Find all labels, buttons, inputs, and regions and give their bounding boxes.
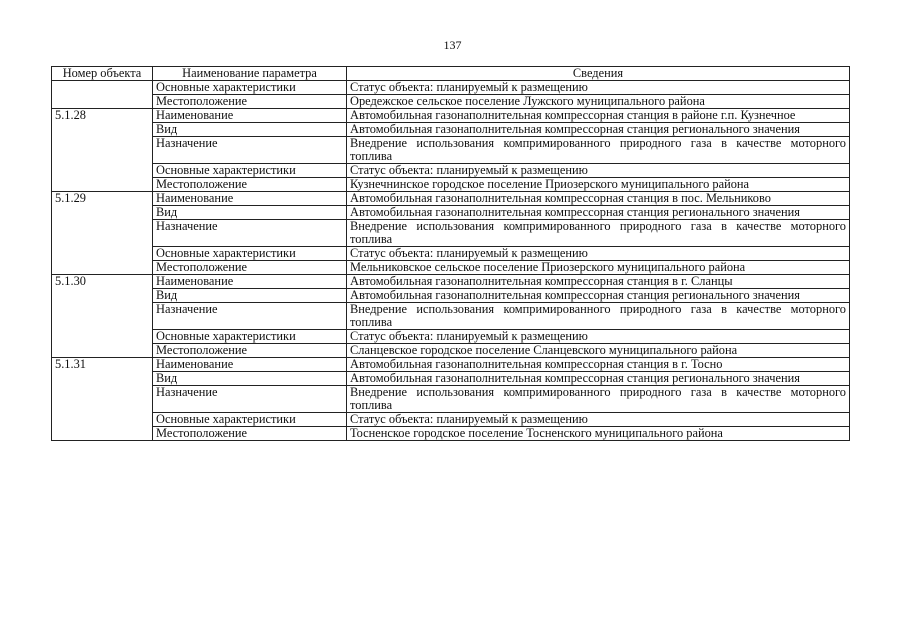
parameter-name: Местоположение [153, 261, 347, 275]
header-object-number: Номер объекта [52, 67, 153, 81]
parameter-value: Автомобильная газонаполнительная компрессорная станция регионального значения [347, 372, 850, 386]
parameter-name: Назначение [153, 137, 347, 164]
parameter-value: Статус объекта: планируемый к размещению [347, 330, 850, 344]
object-number-cell: 5.1.31 [52, 358, 153, 441]
parameter-value: Статус объекта: планируемый к размещению [347, 247, 850, 261]
parameter-value: Внедрение использования компримированного природного газа в качестве моторного топлива [347, 303, 850, 330]
parameter-name: Основные характеристики [153, 330, 347, 344]
objects-table [51, 66, 850, 441]
object-number-cell: 5.1.29 [52, 192, 153, 275]
table-row [52, 303, 850, 330]
table-row [52, 164, 850, 178]
table-row [52, 109, 850, 123]
header-parameter-name: Наименование параметра [153, 67, 347, 81]
table-row [52, 192, 850, 206]
table-row [52, 123, 850, 137]
page-number: 137 [443, 38, 462, 52]
table-row [52, 137, 850, 164]
table-row [52, 427, 850, 441]
object-number-cell: 5.1.28 [52, 109, 153, 192]
table-header-row [52, 67, 850, 81]
parameter-name: Наименование [153, 192, 347, 206]
table-row [52, 413, 850, 427]
parameter-value: Статус объекта: планируемый к размещению [347, 413, 850, 427]
table-row [52, 247, 850, 261]
parameter-value: Автомобильная газонаполнительная компрессорная станция регионального значения [347, 206, 850, 220]
header-details: Сведения [347, 67, 850, 81]
table-row [52, 206, 850, 220]
parameter-name: Местоположение [153, 427, 347, 441]
table-row [52, 261, 850, 275]
parameter-value: Автомобильная газонаполнительная компрессорная станция регионального значения [347, 289, 850, 303]
object-number-cell: 5.1.30 [52, 275, 153, 358]
parameter-name: Местоположение [153, 95, 347, 109]
parameter-name: Основные характеристики [153, 164, 347, 178]
table-row [52, 95, 850, 109]
parameter-name: Наименование [153, 109, 347, 123]
parameter-name: Вид [153, 206, 347, 220]
parameter-name: Наименование [153, 275, 347, 289]
parameter-name: Наименование [153, 358, 347, 372]
object-number-cell [52, 81, 153, 109]
table-row [52, 81, 850, 95]
parameter-value: Сланцевское городское поселение Сланцевского муниципального района [347, 344, 850, 358]
parameter-value: Автомобильная газонаполнительная компрессорная станция в г. Тосно [347, 358, 850, 372]
parameter-value: Автомобильная газонаполнительная компрессорная станция регионального значения [347, 123, 850, 137]
table-row [52, 372, 850, 386]
table-row [52, 344, 850, 358]
parameter-value: Кузнечнинское городское поселение Приозерского муниципального района [347, 178, 850, 192]
parameter-name: Основные характеристики [153, 81, 347, 95]
parameter-value: Автомобильная газонаполнительная компрессорная станция в г. Сланцы [347, 275, 850, 289]
parameter-name: Назначение [153, 220, 347, 247]
parameter-name: Вид [153, 372, 347, 386]
parameter-name: Назначение [153, 386, 347, 413]
parameter-name: Основные характеристики [153, 413, 347, 427]
parameter-name: Местоположение [153, 178, 347, 192]
parameter-name: Вид [153, 289, 347, 303]
parameter-value: Статус объекта: планируемый к размещению [347, 81, 850, 95]
table-row [52, 220, 850, 247]
parameter-name: Вид [153, 123, 347, 137]
parameter-value: Внедрение использования компримированного природного газа в качестве моторного топлива [347, 220, 850, 247]
parameter-value: Мельниковское сельское поселение Приозерского муниципального района [347, 261, 850, 275]
table-row [52, 289, 850, 303]
table-row [52, 275, 850, 289]
parameter-value: Статус объекта: планируемый к размещению [347, 164, 850, 178]
table-row [52, 386, 850, 413]
parameter-value: Автомобильная газонаполнительная компрессорная станция в пос. Мельниково [347, 192, 850, 206]
table-row [52, 330, 850, 344]
parameter-value: Тосненское городское поселение Тосненского муниципального района [347, 427, 850, 441]
parameter-value: Оредежское сельское поселение Лужского муниципального района [347, 95, 850, 109]
parameter-value: Внедрение использования компримированного природного газа в качестве моторного топлива [347, 386, 850, 413]
table-row [52, 358, 850, 372]
parameter-value: Внедрение использования компримированного природного газа в качестве моторного топлива [347, 137, 850, 164]
table-row [52, 178, 850, 192]
parameter-name: Местоположение [153, 344, 347, 358]
parameter-name: Основные характеристики [153, 247, 347, 261]
parameter-value: Автомобильная газонаполнительная компрессорная станция в районе г.п. Кузнечное [347, 109, 850, 123]
parameter-name: Назначение [153, 303, 347, 330]
